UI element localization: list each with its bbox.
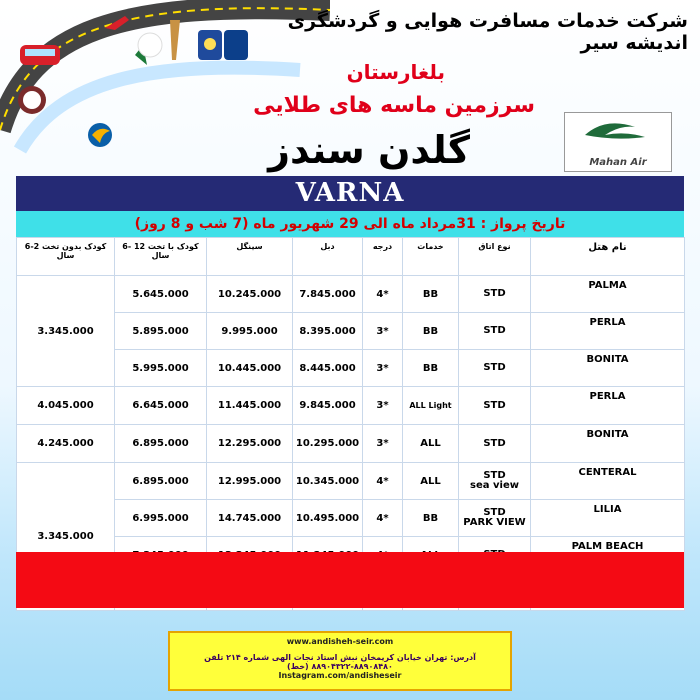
resort-title: گلدن سندز: [268, 128, 470, 172]
col-single: سینگل: [207, 238, 293, 276]
room-type: STD PARK VIEW: [459, 500, 531, 537]
service: BB: [403, 350, 459, 387]
hotel-name: PALM BEACH: [531, 537, 685, 574]
slogan: سرزمین ماسه های طلایی: [253, 93, 535, 118]
double-price: 9.845.000: [293, 387, 363, 425]
hotel-name: LILIA: [531, 500, 685, 537]
double-price: 10.295.000: [293, 425, 363, 463]
child-bed-price: 6.895.000: [115, 425, 207, 463]
service: ALL Light: [403, 387, 459, 425]
service: BB: [403, 500, 459, 537]
hotel-name: BONITA: [531, 350, 685, 387]
table-row: [17, 350, 685, 387]
single-price: 14.745.000: [207, 500, 293, 537]
country-title: بلغارستان: [346, 60, 445, 84]
tower-icon: [170, 20, 180, 60]
col-service: خدمات: [403, 238, 459, 276]
room-type: STD: [459, 425, 531, 463]
grade: 3*: [363, 387, 403, 425]
double-price: 8.445.000: [293, 350, 363, 387]
grade: 3*: [363, 425, 403, 463]
col-child-nobed: کودک بدون تخت 2-6 سال: [17, 238, 115, 276]
double-price: 10.345.000: [293, 463, 363, 500]
table-row: [17, 276, 685, 313]
single-price: 9.995.000: [207, 313, 293, 350]
child-nobed-price: 3.345.000: [17, 463, 115, 611]
grade: 3*: [363, 313, 403, 350]
service: BB: [403, 313, 459, 350]
city-banner: VARNA: [16, 176, 684, 211]
single-price: 10.445.000: [207, 350, 293, 387]
double-price: 7.845.000: [293, 276, 363, 313]
room-type: STD: [459, 276, 531, 313]
mahan-bird-icon: [565, 113, 671, 153]
room-type: STD: [459, 350, 531, 387]
grade: 4*: [363, 463, 403, 500]
contact-box: [168, 631, 512, 691]
table-row: [17, 463, 685, 500]
address-text: آدرس: تهران خیابان کریمخان نبش استاد نجات الهی شماره ۲۱۴ تلفن ۸۸۹۰۸۴۸۰-۸۸۹۰۴۳۲۲ (خط): [204, 653, 476, 671]
instagram-link[interactable]: Instagram.com/andisheseir: [278, 671, 402, 680]
service: BB: [403, 276, 459, 313]
child-nobed-price: 4.245.000: [17, 425, 115, 463]
child-bed-price: 6.895.000: [115, 463, 207, 500]
col-double: دبل: [293, 238, 363, 276]
child-nobed-price: 4.045.000: [17, 387, 115, 425]
table-row: [17, 425, 685, 463]
single-price: 12.995.000: [207, 463, 293, 500]
col-hotel: نام هتل: [531, 238, 685, 276]
col-grade: درجه: [363, 238, 403, 276]
agency-name: شرکت خدمات مسافرت هوایی و گردشگری اندیشه سیر: [287, 10, 688, 54]
grade: 4*: [363, 276, 403, 313]
child-bed-price: 6.995.000: [115, 500, 207, 537]
single-price: 12.295.000: [207, 425, 293, 463]
travel-dates: تاریخ پرواز : 31مرداد ماه الی 29 شهریور ماه (7 شب و 8 روز): [16, 211, 684, 237]
service: ALL: [403, 425, 459, 463]
room-type: STD: [459, 313, 531, 350]
table-row: [17, 313, 685, 350]
double-price: 8.395.000: [293, 313, 363, 350]
child-nobed-price: 3.345.000: [17, 276, 115, 387]
col-child-bed: کودک با تخت 12 -6 سال: [115, 238, 207, 276]
child-bed-price: 5.895.000: [115, 313, 207, 350]
child-bed-price: 5.995.000: [115, 350, 207, 387]
mahan-logo-text: Mahan Air: [589, 157, 647, 168]
child-bed-price: 5.645.000: [115, 276, 207, 313]
grade: 3*: [363, 350, 403, 387]
mahan-air-logo: [564, 112, 672, 172]
col-room: نوع اتاق: [459, 238, 531, 276]
table-row: [17, 387, 685, 425]
hotel-name: PALMA: [531, 276, 685, 313]
hotel-name: CENTERAL: [531, 463, 685, 500]
grade: 4*: [363, 500, 403, 537]
room-type: STD sea view: [459, 463, 531, 500]
single-price: 11.445.000: [207, 387, 293, 425]
hotel-name: PERLA: [531, 313, 685, 350]
red-footer-band: [16, 552, 684, 608]
website-link[interactable]: www.andisheh-seir.com: [286, 637, 394, 646]
hotel-name: PERLA: [531, 387, 685, 425]
single-price: 10.245.000: [207, 276, 293, 313]
child-bed-price: 6.645.000: [115, 387, 207, 425]
service: ALL: [403, 463, 459, 500]
hotel-name: BONITA: [531, 425, 685, 463]
table-header: [17, 238, 685, 276]
table-row: [17, 500, 685, 537]
room-type: STD: [459, 387, 531, 425]
double-price: 10.495.000: [293, 500, 363, 537]
